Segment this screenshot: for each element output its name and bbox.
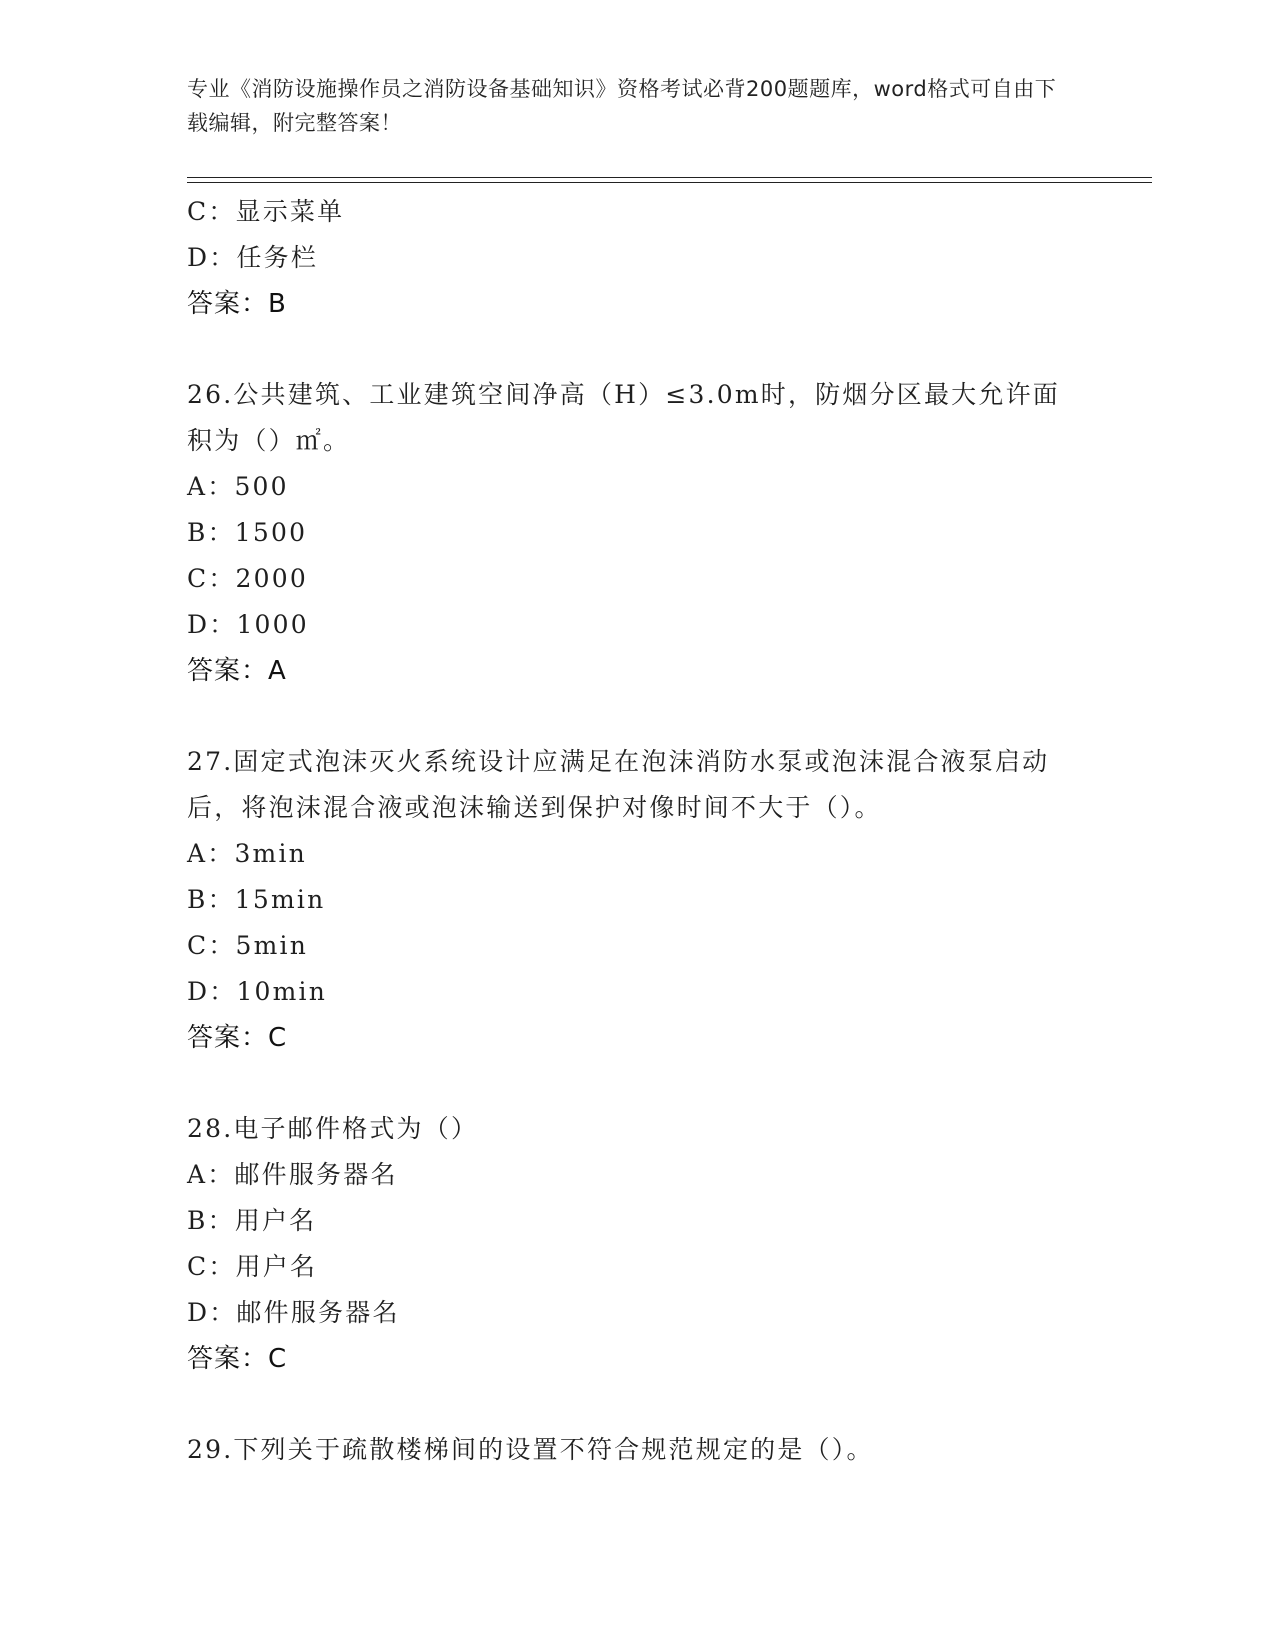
question-list	[187, 189, 1087, 1473]
option-c: C：显示菜单	[187, 197, 345, 226]
question-27-option-c: C：5min	[187, 931, 309, 960]
option-d: D：任务栏	[187, 243, 319, 272]
spacer	[187, 327, 1087, 372]
question-27-option-d: D：10min	[187, 977, 328, 1006]
header-rule-bottom	[187, 182, 1152, 183]
question-27-option-a: A：3min	[187, 839, 307, 868]
question-28-answer: 答案：C	[187, 1344, 288, 1374]
question-28-stem: 28.电子邮件格式为（）	[187, 1114, 479, 1143]
spacer	[187, 1382, 1087, 1427]
question-28-option-a: A：邮件服务器名	[187, 1160, 398, 1189]
question-26-answer: 答案：A	[187, 656, 287, 686]
question-26-option-b: B：1500	[187, 518, 308, 547]
question-28-option-b: B：用户名	[187, 1206, 317, 1235]
question-28-option-c: C：用户名	[187, 1252, 318, 1281]
question-26-option-d: D：1000	[187, 610, 309, 639]
question-26-option-a: A：500	[187, 472, 289, 501]
header-rule-top	[187, 177, 1152, 178]
question-26-stem: 26.公共建筑、工业建筑空间净高（H）≤3.0m时，防烟分区最大允许面积为（）㎡。	[187, 380, 1060, 455]
question-29-stem: 29.下列关于疏散楼梯间的设置不符合规范规定的是（）。	[187, 1435, 874, 1464]
spacer	[187, 1061, 1087, 1106]
question-26-option-c: C：2000	[187, 564, 308, 593]
spacer	[187, 694, 1087, 739]
question-27-option-b: B：15min	[187, 885, 326, 914]
answer: 答案：B	[187, 289, 287, 319]
question-28-option-d: D：邮件服务器名	[187, 1298, 400, 1327]
document-header: 专业《消防设施操作员之消防设备基础知识》资格考试必背200题题库，word格式可自由下载编辑，附完整答案！	[187, 77, 1057, 135]
question-27-stem: 27.固定式泡沫灭火系统设计应满足在泡沫消防水泵或泡沫混合液泵启动后，将泡沫混合液或泡沫输送到保护对像时间不大于（）。	[187, 747, 1050, 822]
question-27-answer: 答案：C	[187, 1023, 288, 1053]
